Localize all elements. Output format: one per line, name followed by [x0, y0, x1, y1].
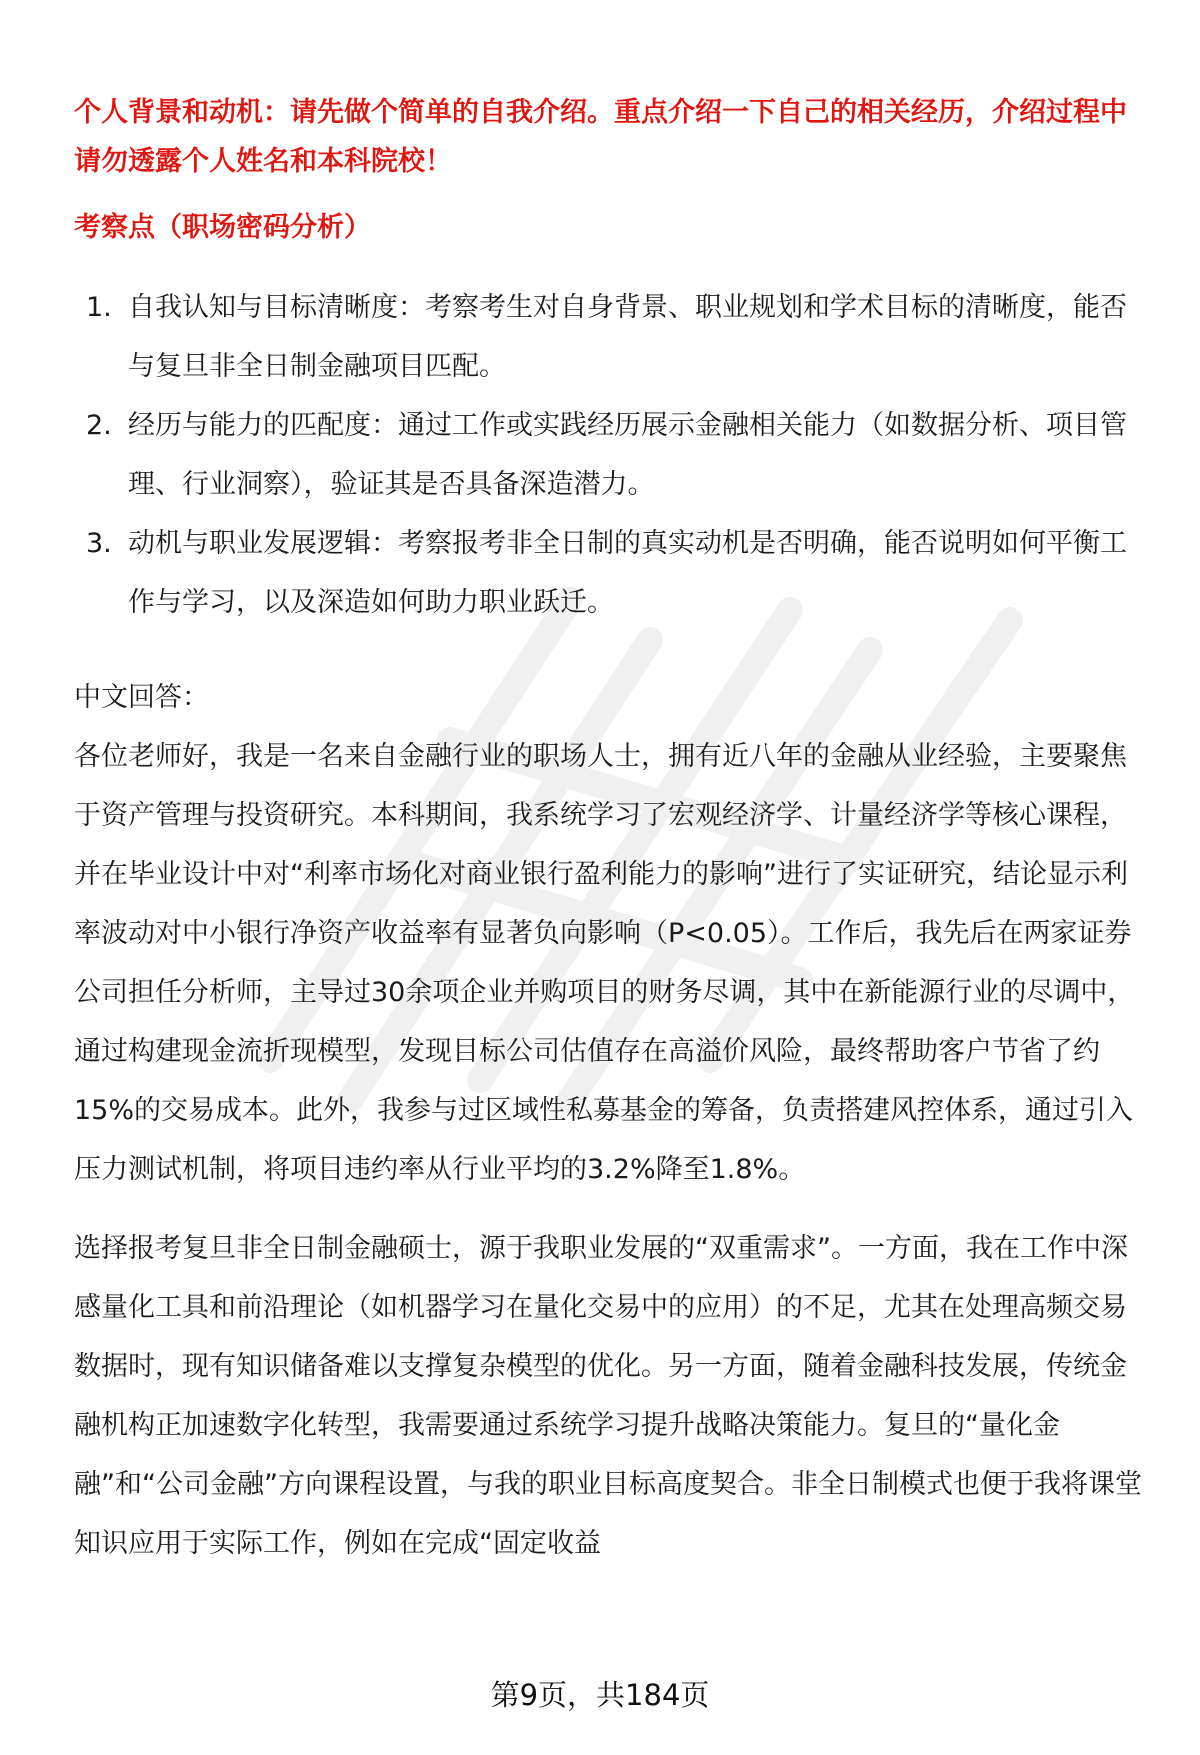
document-page [74, 88, 1146, 1573]
question-heading: 个人背景和动机：请先做个简单的自我介绍。重点介绍一下自己的相关经历，介绍过程中请勿透露个人姓名和本科院校！ [74, 97, 1127, 177]
list-item [74, 278, 1146, 396]
list-number: 1. [86, 292, 112, 323]
list-item [74, 514, 1146, 632]
answer-paragraph: 选择报考复旦非全日制金融硕士，源于我职业发展的“双重需求”。一方面，我在工作中深感量化工具和前沿理论（如机器学习在量化交易中的应用）的不足，尤其在处理高频交易数据时，现有知识储备难以支撑复杂模型的优化。另一方面，随着金融科技发展，传统金融机构正加速数字化转型，我需要通过系统学习提升战略决策能力。复旦的“量化金融”和“公司金融”方向课程设置，与我的职业目标高度契合。非全日制模式也便于我将课堂知识应用于实际工作，例如在完成“固定收益 [74, 1233, 1142, 1559]
page-number-footer: 第9页，共184页 [490, 1678, 710, 1712]
evaluation-points-list [74, 278, 1146, 632]
list-item [74, 396, 1146, 514]
list-number: 2. [86, 410, 112, 441]
section-title: 考察点（职场密码分析） [74, 212, 371, 243]
list-item-text: 经历与能力的匹配度：通过工作或实践经历展示金融相关能力（如数据分析、项目管理、行业洞察），验证其是否具备深造潜力。 [128, 410, 1127, 500]
answer-label: 中文回答： [74, 682, 209, 713]
list-number: 3. [86, 528, 112, 559]
list-item-text: 动机与职业发展逻辑：考察报考非全日制的真实动机是否明确，能否说明如何平衡工作与学习，以及深造如何助力职业跃迁。 [128, 528, 1127, 618]
list-item-text: 自我认知与目标清晰度：考察考生对自身背景、职业规划和学术目标的清晰度，能否与复旦非全日制金融项目匹配。 [128, 292, 1127, 382]
answer-paragraph: 各位老师好，我是一名来自金融行业的职场人士，拥有近八年的金融从业经验，主要聚焦于资产管理与投资研究。本科期间，我系统学习了宏观经济学、计量经济学等核心课程，并在毕业设计中对“利率市场化对商业银行盈利能力的影响”进行了实证研究，结论显示利率波动对中小银行净资产收益率有显著负向影响（P<0.05）。工作后，我先后在两家证券公司担任分析师，主导过30余项企业并购项目的财务尽调，其中在新能源行业的尽调中，通过构建现金流折现模型，发现目标公司估值存在高溢价风险，最终帮助客户节省了约15%的交易成本。此外，我参与过区域性私募基金的筹备，负责搭建风控体系，通过引入压力测试机制，将项目违约率从行业平均的3.2%降至1.8%。 [74, 741, 1135, 1185]
